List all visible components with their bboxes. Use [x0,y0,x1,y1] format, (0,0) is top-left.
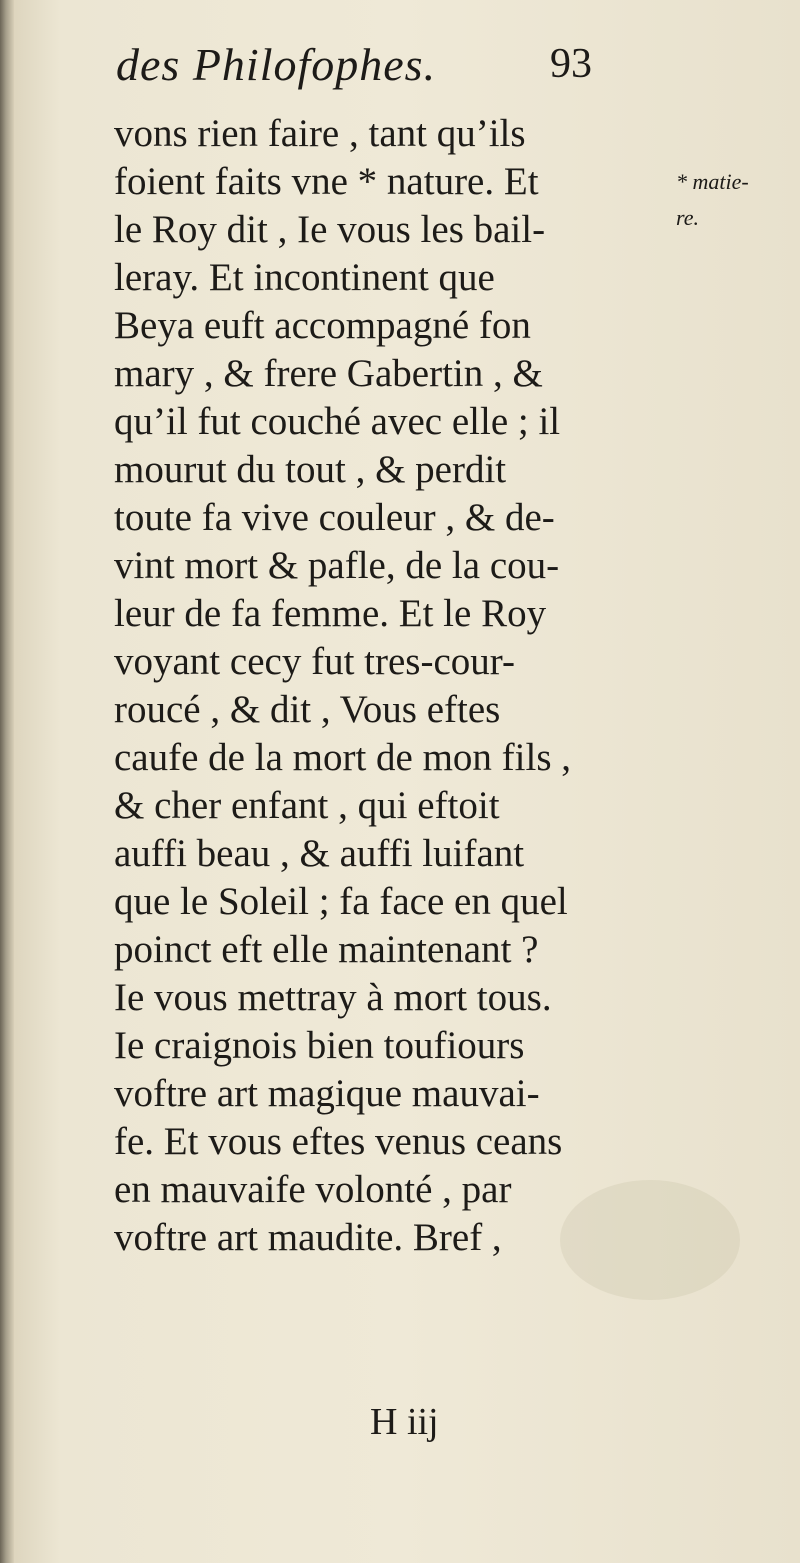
text-line: voftre art magique mauvai- [114,1072,540,1115]
body-text [114,110,654,1262]
text-line: auffi beau , & auffi luifant [114,832,525,875]
page-number: 93 [550,41,592,87]
text-line: Ie craignois bien toufiours [114,1024,525,1067]
text-line: en mauvaife volonté , par [114,1168,512,1211]
text-line: & cher enfant , qui eftoit [114,784,500,827]
text-line: voyant cecy fut tres-cour- [114,640,515,683]
margin-note-line: re. [676,205,700,230]
text-line: fe. Et vous eftes venus ceans [114,1120,563,1163]
text-line: toute fa vive couleur , & de- [114,496,555,539]
text-line: mary , & frere Gabertin , & [114,352,543,395]
text-line: qu’il fut couché avec elle ; il [114,400,561,443]
text-line: voftre art maudite. Bref , [114,1216,502,1259]
text-line: poinct eft elle maintenant ? [114,928,539,971]
text-line: le Roy dit , Ie vous les bail- [114,208,546,251]
text-line: roucé , & dit , Vous eftes [114,688,501,731]
text-line: leur de fa femme. Et le Roy [114,592,547,635]
text-line: vint mort & pafle, de la cou- [114,544,560,587]
text-line: que le Soleil ; fa face en quel [114,880,568,923]
book-gutter [0,0,14,1563]
signature-mark: H iij [370,1401,439,1443]
text-line: foient faits vne * nature. Et [114,160,539,203]
text-line: leray. Et incontinent que [114,256,495,299]
margin-note-line: * matie- [676,169,749,194]
text-line: Beya euft accompagné fon [114,304,531,347]
running-title: des Philofophes. [116,39,437,90]
text-line: caufe de la mort de mon fils , [114,736,572,779]
margin-note [676,164,786,236]
text-line: mourut du tout , & perdit [114,448,507,491]
text-line: Ie vous mettray à mort tous. [114,976,552,1019]
page-header [116,38,636,98]
text-line: vons rien faire , tant qu’ils [114,112,526,155]
